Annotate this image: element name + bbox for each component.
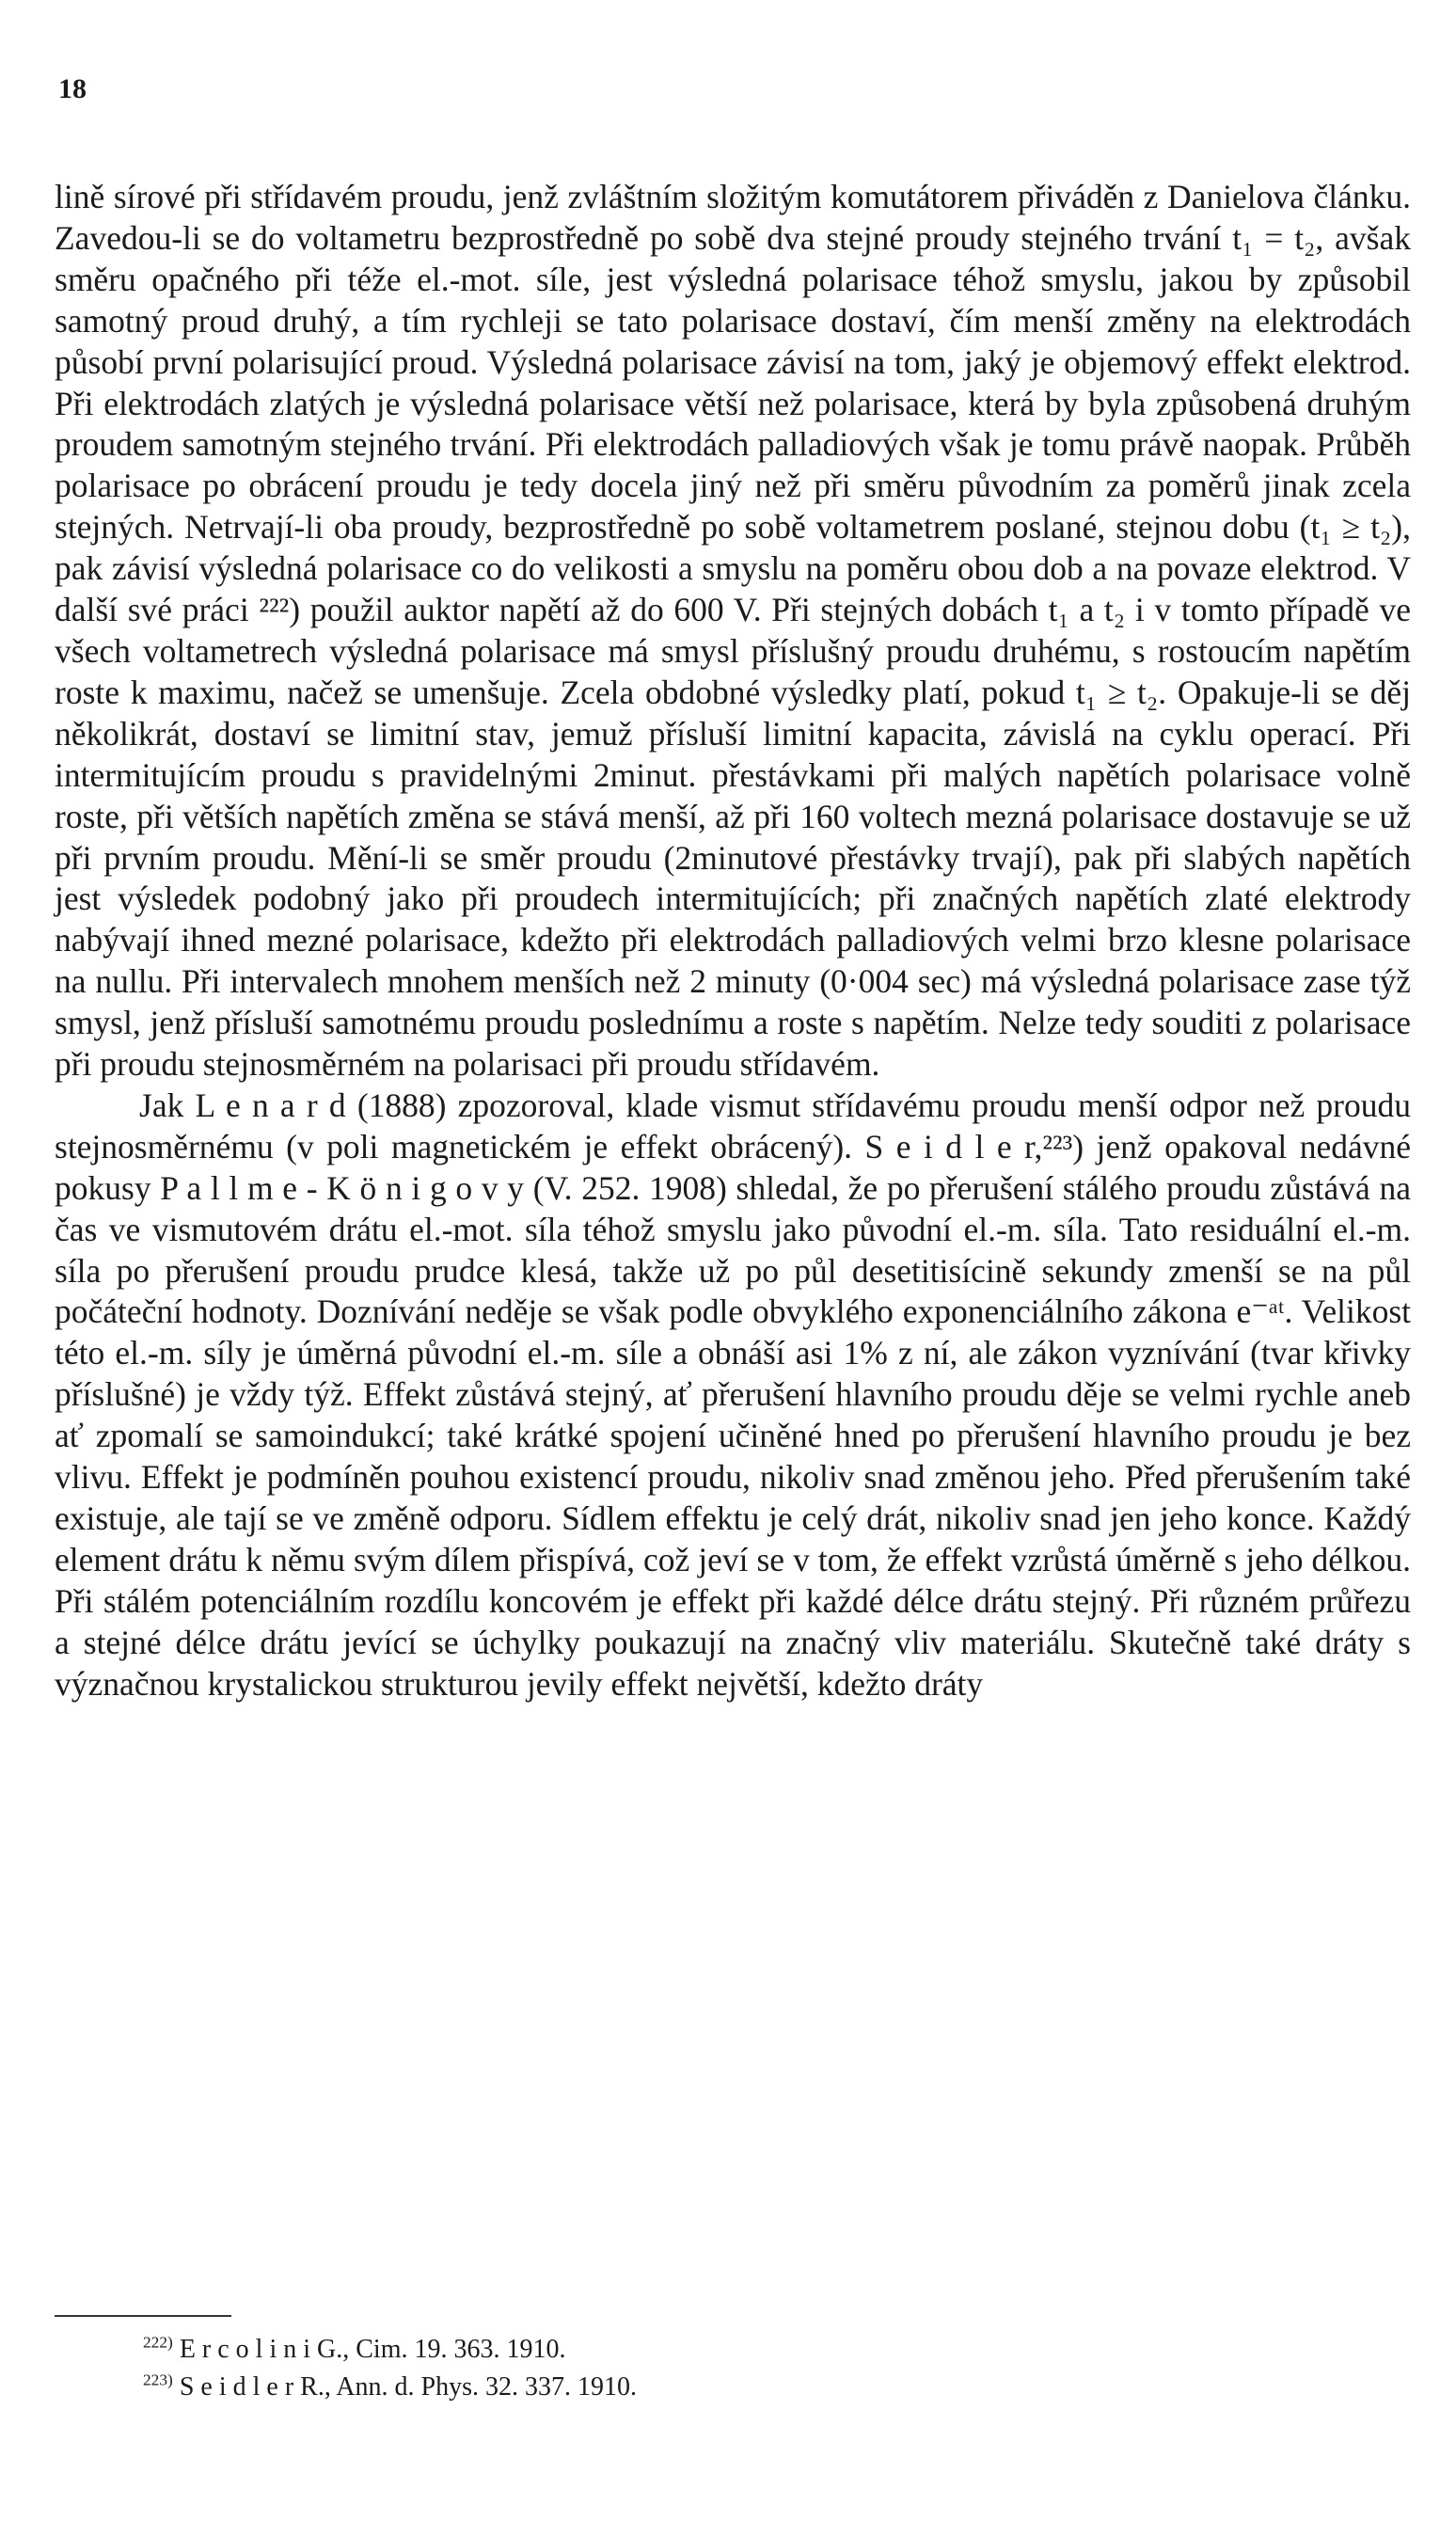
footnote-text: S e i d l e r R., Ann. d. Phys. 32. 337. 1910.: [179, 2372, 637, 2402]
footnote-text: E r c o l i n i G., Cim. 19. 363. 1910.: [179, 2335, 566, 2364]
footnote-divider: [55, 2315, 231, 2317]
page-number: 18: [58, 73, 87, 104]
footnote-mark: 222): [143, 2333, 173, 2352]
footnote: [143, 2369, 1272, 2406]
body-text: [55, 177, 1411, 1705]
paragraph: lině sírové při střídavém proudu, jenž zvláštním složitým komutátorem přiváděn z Danielova článku. Zavedou-li se do voltametru bezprostředně po sobě dva stejné proudy stejného trvání t₁ = t₂, avšak směru opačného při téže el.-mot. síle, jest výsledná polarisace téhož smyslu, jakou by způsobil samotný proud druhý, a tím rychleji se tato polarisace dostaví, čím menší změny na elektrodách působí první polarisující proud. Výsledná polarisace závisí na tom, jaký je objemový effekt elektrod. Při elektrodách zlatých je výsledná polarisace větší než polarisace, která by byla způsobená druhým proudem samotným stejného trvání. Při elektrodách palladiových však je tomu právě naopak. Průběh polarisace po obrácení proudu je tedy docela jiný než při směru původním za poměrů jinak zcela stejných. Netrvají-li oba proudy, bezprostředně po sobě voltametrem poslané, stejnou dobu (t₁ ≥ t₂), pak závisí výsledná polarisace co do velikosti a smyslu na poměru obou dob a na povaze elektrod. V další své práci ²²²) použil auktor napětí až do 600 V. Při stejných dobách t₁ a t₂ i v tomto případě ve všech voltametrech výsledná polarisace má smysl příslušný proudu druhému, s rostoucím napětím roste k maximu, načež se umenšuje. Zcela obdobné výsledky platí, pokud t₁ ≥ t₂. Opakuje-li se děj několikrát, dostaví se limitní stav, jemuž přísluší limitní kapacita, závislá na cyklu operací. Při intermitujícím proudu s pravidelnými 2minut. přestávkami při malých napětích polarisace volně roste, při větších napětích změna se stává menší, až při 160 voltech mezná polarisace dostavuje se už při prvním proudu. Mění-li se směr proudu (2minutové přestávky trvají), pak při slabých napětích jest výsledek podobný jako při proudech intermitujících; při značných napětích zlaté elektrody nabývají ihned mezné polarisace, kdežto při elektrodách palladiových velmi brzo klesne polarisace na nullu. Při intervalech mnohem menších než 2 minuty (0·004 sec) má výsledná polarisace zase týž smysl, jenž přísluší samotnému proudu poslednímu a roste s napětím. Nelze tedy souditi z polarisace při proudu stejnosměrném na polarisaci při proudu střídavém.: [55, 178, 1411, 1084]
footnote-mark: 223): [143, 2371, 173, 2389]
footnotes: [143, 2331, 1272, 2406]
footnote: [143, 2331, 1272, 2369]
paragraph: Jak L e n a r d (1888) zpozoroval, klade vismut střídavému proudu menší odpor než proudu stejnosměrnému (v poli magnetickém je effekt obrácený). S e i d l e r,²²³) jenž opakoval nedávné pokusy P a l l m e - K ö n i g o v y (V. 252. 1908) shledal, že po přerušení stálého proudu zůstává na čas ve vismutovém drátu el.-mot. síla téhož smyslu jako původní el.-m. síla. Tato residuální el.-m. síla po přerušení proudu prudce klesá, takže už po půl desetitisícině sekundy zmenší se na půl počáteční hodnoty. Doznívání neděje se však podle obvyklého exponenciálního zákona e⁻ᵃᵗ. Velikost této el.-m. síly je úměrná původní el.-m. síle a obnáší asi 1% z ní, ale zákon vyznívání (tvar křivky příslušné) je vždy týž. Effekt zůstává stejný, ať přerušení hlavního proudu děje se velmi rychle aneb ať zpomalí se samoindukcí; také krátké spojení učiněné hned po přerušení hlavního proudu je bez vlivu. Effekt je podmíněn pouhou existencí proudu, nikoliv snad změnou jeho. Před přerušením také existuje, ale tají se ve změně odporu. Sídlem effektu je celý drát, nikoliv snad jen jeho konce. Každý element drátu k němu svým dílem přispívá, což jeví se v tom, že effekt vzrůstá úměrně s jeho délkou. Při stálém potenciálním rozdílu koncovém je effekt při každé délce drátu stejný. Při různém průřezu a stejné délce drátu jevící se úchylky poukazují na značný vliv materiálu. Skutečně také dráty s význačnou krystalickou strukturou jevily effekt největší, kdežto dráty: [55, 1086, 1411, 1703]
